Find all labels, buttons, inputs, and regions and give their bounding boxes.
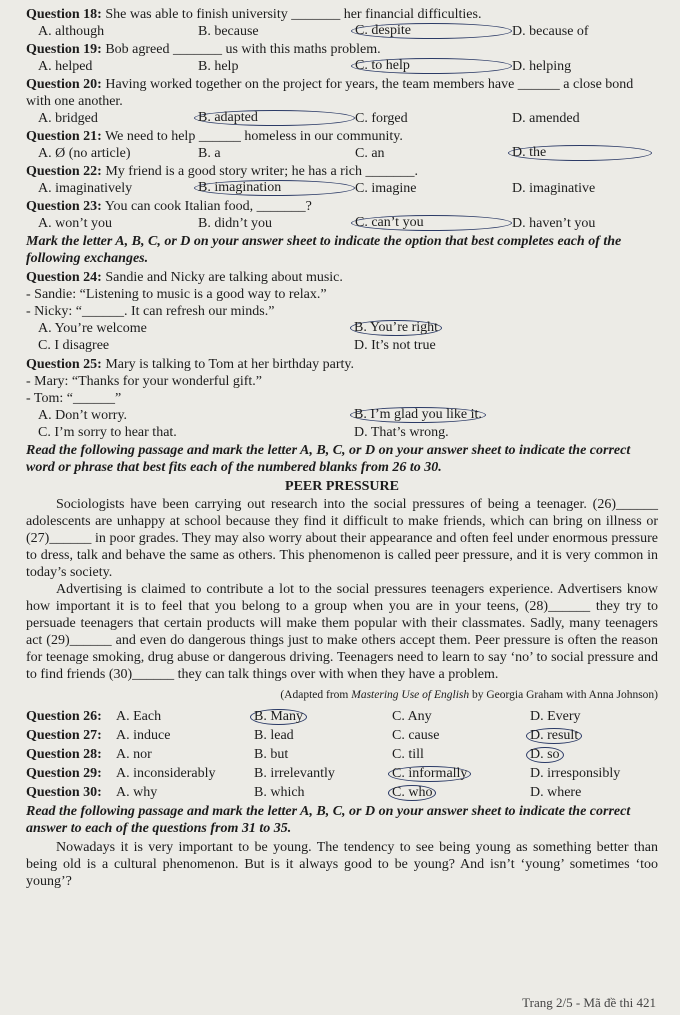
- option-b[interactable]: B. didn’t you: [198, 216, 273, 231]
- passage-paragraph-1: Sociologists have been carrying out research into the social pressures of being a teenager. (26)______ adolescents are unhappy at school because they find it difficult to make friends, which can bring on illness or (27)______ in poor grades. They may also worry about their appearance and often feel under enormous pressure to dress, talk and behave the same as others. This phenomenon is called peer pressure, and it is very common in today’s society.: [26, 497, 658, 580]
- option-d[interactable]: D. That’s wrong.: [354, 425, 449, 440]
- option-d[interactable]: [530, 746, 650, 763]
- passage-paragraph-2: Advertising is claimed to contribute a lot to the social pressures teenagers experience. Advertisers know how important it is to feel that you belong to a group when you are in your teens, (28)______ they try to persuade teenagers that certain products will make them popular with their classmates. Sadly, many teenagers act (29)______ and even do dangerous things just to make others accept them. Peer pressure is often the reason for teenage smoking, drug abuse or dangerous driving. Teenagers need to learn to say ‘no’ to social pressure and to find friends (30)______ they can talk things over with when they have a problem.: [26, 582, 658, 682]
- instruction-passage-2: Read the following passage and mark the letter A, B, C, or D on your answer sheet to indicate the correct answer to each of the questions from 31 to 35.: [26, 804, 631, 836]
- answer-mark-circle: C. to help: [351, 58, 512, 74]
- question-label: Question 23:: [26, 199, 102, 214]
- answer-row: [26, 708, 658, 725]
- option-a[interactable]: A. imaginatively: [38, 181, 133, 196]
- question-stem: We need to help ______ homeless in our community.: [105, 129, 403, 144]
- passage2-paragraph-1: Nowadays it is very important to be young. The tendency to see being young as something better than being old is a cultural phenomenon. But is it always good to be young? And isn’t ‘young’ sometimes ‘too young’?: [26, 840, 658, 889]
- answer-mark-circle: D. the: [508, 145, 652, 161]
- question-label: Question 22:: [26, 164, 102, 179]
- answer-mark-circle: D. result: [526, 728, 582, 744]
- page-footer: Trang 2/5 - Mã đề thi 421: [522, 995, 656, 1010]
- answer-mark-circle: B. You’re right: [350, 320, 442, 336]
- question-item: [26, 41, 658, 75]
- option-a[interactable]: A. although: [38, 24, 105, 39]
- option-b[interactable]: B. which: [254, 785, 305, 800]
- option-d[interactable]: D. haven’t you: [512, 216, 596, 231]
- option-c[interactable]: C. I disagree: [38, 338, 110, 353]
- option-d[interactable]: D. where: [530, 785, 582, 800]
- option-c[interactable]: [355, 215, 512, 232]
- option-b[interactable]: B. because: [198, 24, 259, 39]
- option-b[interactable]: [198, 110, 355, 127]
- answer-mark-circle: C. informally: [388, 766, 471, 782]
- option-b[interactable]: B. irrelevantly: [254, 766, 335, 781]
- option-b[interactable]: B. but: [254, 747, 289, 762]
- dialogue-line: - Tom: “______”: [26, 391, 122, 406]
- option-a[interactable]: A. You’re welcome: [38, 321, 147, 336]
- option-b[interactable]: B. lead: [254, 728, 294, 743]
- option-c[interactable]: C. forged: [355, 111, 408, 126]
- option-d[interactable]: D. It’s not true: [354, 338, 436, 353]
- dialogue-line: - Nicky: “______. It can refresh our minds.”: [26, 304, 275, 319]
- question-stem: Sandie and Nicky are talking about music.: [105, 270, 343, 285]
- option-d[interactable]: D. because of: [512, 24, 589, 39]
- option-c[interactable]: C. Any: [392, 709, 432, 724]
- question-24: [26, 269, 658, 354]
- question-label: Question 24:: [26, 270, 102, 285]
- question-label: Question 20:: [26, 77, 102, 92]
- option-c[interactable]: [392, 784, 530, 801]
- option-c[interactable]: C. till: [392, 747, 424, 762]
- answer-row: [26, 727, 658, 744]
- option-b[interactable]: [354, 407, 486, 424]
- answer-mark-circle: C. can’t you: [351, 215, 512, 231]
- source-suffix: by Georgia Graham with Anna Johnson): [469, 689, 658, 701]
- question-item: [26, 76, 658, 127]
- answer-mark-circle: B. adapted: [194, 110, 355, 126]
- question-label: Question 30:: [26, 785, 102, 800]
- question-label: Question 26:: [26, 709, 102, 724]
- question-label: Question 27:: [26, 728, 102, 743]
- option-a[interactable]: A. Ø (no article): [38, 146, 131, 161]
- option-d[interactable]: D. Every: [530, 709, 581, 724]
- option-b[interactable]: B. help: [198, 59, 239, 74]
- instruction-passage-1: Read the following passage and mark the letter A, B, C, or D on your answer sheet to indicate the correct word or phrase that best fits each of the numbered blanks from 26 to 30.: [26, 443, 631, 475]
- option-a[interactable]: A. Each: [116, 709, 162, 724]
- question-stem: Bob agreed _______ us with this maths problem.: [105, 42, 381, 57]
- answer-mark-circle: D. so: [526, 747, 564, 763]
- source-title: Mastering Use of English: [351, 689, 470, 701]
- passage-title: PEER PRESSURE: [285, 479, 399, 494]
- question-label: Question 29:: [26, 766, 102, 781]
- question-25: [26, 356, 658, 441]
- answer-row: [26, 746, 658, 763]
- passage-source: [26, 687, 658, 704]
- answer-mark-circle: B. I’m glad you like it.: [350, 407, 486, 423]
- option-c[interactable]: C. I’m sorry to hear that.: [38, 425, 177, 440]
- source-prefix: (Adapted from: [280, 689, 352, 701]
- option-c[interactable]: [355, 23, 512, 40]
- question-label: Question 21:: [26, 129, 102, 144]
- question-block-a: [26, 6, 658, 232]
- option-c[interactable]: C. cause: [392, 728, 440, 743]
- question-item: [26, 163, 658, 197]
- question-label: Question 18:: [26, 7, 102, 22]
- question-label: Question 28:: [26, 747, 102, 762]
- option-b[interactable]: [354, 320, 442, 337]
- option-d[interactable]: [512, 145, 652, 162]
- question-label: Question 25:: [26, 357, 102, 372]
- answer-mark-circle: B. imagination: [194, 180, 355, 196]
- dialogue-line: - Sandie: “Listening to music is a good way to relax.”: [26, 287, 327, 302]
- option-a[interactable]: A. won’t you: [38, 216, 113, 231]
- option-a[interactable]: A. why: [116, 785, 158, 800]
- option-a[interactable]: A. induce: [116, 728, 171, 743]
- dialogue-line: - Mary: “Thanks for your wonderful gift.”: [26, 374, 262, 389]
- question-stem: You can cook Italian food, _______?: [104, 199, 312, 214]
- option-a[interactable]: A. Don’t worry.: [38, 408, 128, 423]
- question-block-b: [26, 708, 658, 801]
- option-c[interactable]: C. imagine: [355, 181, 417, 196]
- question-stem: She was able to finish university _______ her financial difficulties.: [105, 7, 482, 22]
- option-a[interactable]: A. nor: [116, 747, 152, 762]
- option-c[interactable]: [355, 58, 512, 75]
- option-a[interactable]: A. inconsiderably: [116, 766, 216, 781]
- option-d[interactable]: D. imaginative: [512, 181, 596, 196]
- answer-mark-circle: B. Many: [250, 709, 307, 725]
- answer-mark-circle: C. who: [388, 785, 436, 801]
- option-d[interactable]: [530, 727, 650, 744]
- answer-row: [26, 765, 658, 782]
- question-stem: Having worked together on the project for years, the team members have ______ a close bond with one another.: [26, 77, 634, 109]
- option-d[interactable]: D. amended: [512, 111, 580, 126]
- answer-row: [26, 784, 658, 801]
- instruction-exchanges: Mark the letter A, B, C, or D on your answer sheet to indicate the option that best completes each of the following exchanges.: [26, 234, 622, 266]
- option-a[interactable]: A. bridged: [38, 111, 98, 126]
- question-label: Question 19:: [26, 42, 102, 57]
- question-item: [26, 6, 658, 40]
- option-c[interactable]: C. an: [355, 146, 385, 161]
- answer-mark-circle: C. despite: [351, 23, 512, 39]
- option-b[interactable]: [254, 708, 392, 725]
- option-b[interactable]: [198, 180, 355, 197]
- question-item: [26, 128, 658, 162]
- option-a[interactable]: A. helped: [38, 59, 93, 74]
- option-b[interactable]: B. a: [198, 146, 221, 161]
- option-d[interactable]: D. helping: [512, 59, 572, 74]
- question-item: [26, 198, 658, 232]
- question-stem: My friend is a good story writer; he has a rich _______.: [105, 164, 418, 179]
- question-stem: Mary is talking to Tom at her birthday party.: [105, 357, 354, 372]
- option-c[interactable]: [392, 765, 530, 782]
- option-d[interactable]: D. irresponsibly: [530, 766, 621, 781]
